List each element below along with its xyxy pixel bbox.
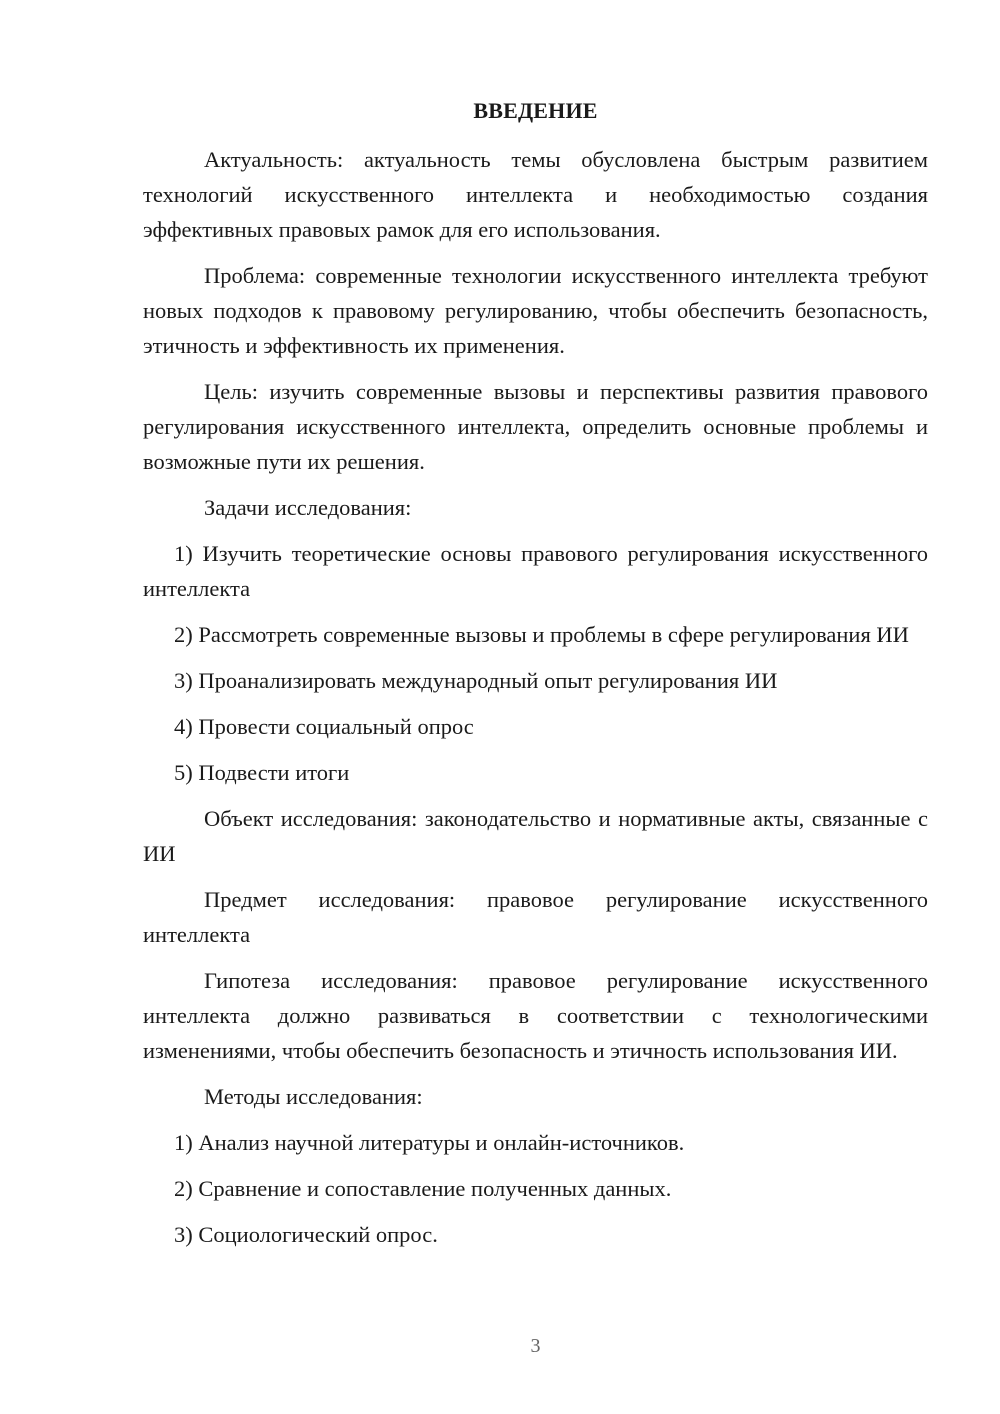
paragraph-problem: Проблема: современные технологии искусственного интеллекта требуют новых подходов к правовому регулированию, чтобы обеспечить безопасность, этичность и эффективность их применения. xyxy=(143,263,928,358)
paragraph-hypothesis: Гипотеза исследования: правовое регулирование искусственного интеллекта должно развиваться в соответствии с технологическими изменениями, чтобы обеспечить безопасность и этичность использования ИИ. xyxy=(143,968,928,1063)
task-item-5: 5) Подвести итоги xyxy=(174,760,350,785)
paragraph-methods-heading: Методы исследования: xyxy=(204,1084,423,1109)
page-number: 3 xyxy=(530,1335,541,1357)
paragraph-subject: Предмет исследования: правовое регулирование искусственного интеллекта xyxy=(143,887,928,947)
task-item-4: 4) Провести социальный опрос xyxy=(174,714,474,739)
document-page xyxy=(143,0,928,1414)
section-heading: ВВЕДЕНИЕ xyxy=(473,98,598,123)
method-item-3: 3) Социологический опрос. xyxy=(174,1222,438,1247)
paragraph-relevance: Актуальность: актуальность темы обусловлена быстрым развитием технологий искусственного интеллекта и необходимостью создания эффективных правовых рамок для его использования. xyxy=(143,147,928,242)
task-item-3: 3) Проанализировать международный опыт регулирования ИИ xyxy=(174,668,778,693)
paragraph-tasks-heading: Задачи исследования: xyxy=(204,495,412,520)
method-item-1: 1) Анализ научной литературы и онлайн-источников. xyxy=(174,1130,685,1155)
task-item-1: 1) Изучить теоретические основы правового регулирования искусственного интеллекта xyxy=(143,541,928,601)
document-body xyxy=(143,142,928,1252)
paragraph-goal: Цель: изучить современные вызовы и перспективы развития правового регулирования искусственного интеллекта, определить основные проблемы и возможные пути их решения. xyxy=(143,379,928,474)
paragraph-object: Объект исследования: законодательство и нормативные акты, связанные с ИИ xyxy=(143,806,928,866)
method-item-2: 2) Сравнение и сопоставление полученных данных. xyxy=(174,1176,672,1201)
task-item-2: 2) Рассмотреть современные вызовы и проблемы в сфере регулирования ИИ xyxy=(174,622,909,647)
